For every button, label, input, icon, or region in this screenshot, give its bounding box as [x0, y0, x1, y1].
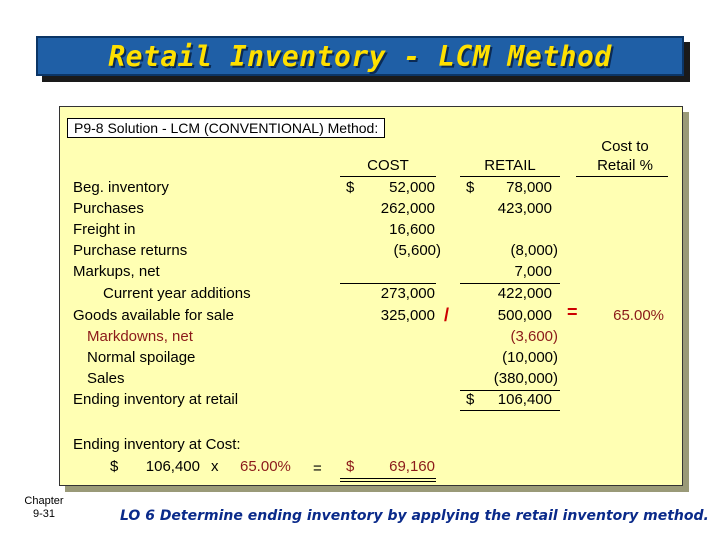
- applied-ratio: 65.00%: [240, 458, 291, 475]
- cost-dollar-sign: $: [346, 179, 355, 196]
- solution-subtitle: P9-8 Solution - LCM (CONVENTIONAL) Method:: [67, 118, 385, 138]
- row-label-markups: Markups, net: [73, 263, 160, 280]
- retail-sales: (380,000): [493, 370, 558, 387]
- retail-normal-spoilage: (10,000): [502, 349, 558, 366]
- row-label-goods-available: Goods available for sale: [73, 307, 234, 324]
- result-dollar-sign: $: [346, 458, 355, 475]
- ratio-header-underline: [576, 176, 668, 177]
- page-number: 9-31: [32, 508, 56, 520]
- ending-cost-dollar-sign: $: [110, 458, 119, 475]
- result-underline-2: [340, 481, 436, 482]
- cost-purchases: 262,000: [380, 200, 435, 217]
- ending-retail-amount: 106,400: [145, 458, 200, 475]
- row-label-purchases: Purchases: [73, 200, 144, 217]
- row-label-current-year-additions: Current year additions: [103, 285, 251, 302]
- learning-objective: LO 6 Determine ending inventory by applying the retail inventory method.: [120, 508, 709, 524]
- row-label-markdowns: Markdowns, net: [87, 328, 193, 345]
- chapter-number: [22, 495, 66, 521]
- cost-current-year-additions: 273,000: [380, 285, 435, 302]
- retail-dollar-sign: $: [466, 179, 475, 196]
- cost-header-underline: [340, 176, 436, 177]
- retail-markups: 7,000: [514, 263, 552, 280]
- retail-beg-inventory: 78,000: [506, 179, 552, 196]
- retail-header-underline: [460, 176, 560, 177]
- row-label-sales: Sales: [87, 370, 125, 387]
- row-label-beg-inventory: Beg. inventory: [73, 179, 169, 196]
- division-slash: /: [444, 305, 450, 325]
- ratio-equals-sign: =: [567, 302, 578, 322]
- row-label-normal-spoilage: Normal spoilage: [87, 349, 196, 366]
- retail-goods-available: 500,000: [497, 307, 552, 324]
- row-label-freight-in: Freight in: [73, 221, 136, 238]
- ending-inventory-at-cost: 69,160: [389, 458, 435, 475]
- title-bar: [36, 36, 684, 76]
- retail-purchase-returns: (8,000): [510, 242, 558, 259]
- retail-ending-underline: [460, 410, 560, 411]
- cost-goods-available: 325,000: [380, 307, 435, 324]
- ratio-header-line2: Retail %: [597, 157, 653, 174]
- retail-current-year-additions: 422,000: [497, 285, 552, 302]
- row-label-purchase-returns: Purchase returns: [73, 242, 188, 259]
- result-underline-1: [340, 478, 436, 479]
- result-equals-sign: =: [313, 460, 322, 477]
- cost-to-retail-ratio: 65.00%: [613, 307, 664, 324]
- chapter-label: Chapter: [24, 495, 64, 507]
- retail-ending-inventory: 106,400: [497, 391, 552, 408]
- retail-markdowns: (3,600): [510, 328, 558, 345]
- cost-beg-inventory: 52,000: [389, 179, 435, 196]
- ratio-header-line1: Cost to: [601, 138, 649, 155]
- retail-header: RETAIL: [484, 157, 536, 174]
- slide-title: Retail Inventory - LCM Method: [108, 39, 612, 73]
- retail-purchases: 423,000: [497, 200, 552, 217]
- cost-header: COST: [367, 157, 409, 174]
- row-label-ending-retail: Ending inventory at retail: [73, 391, 239, 408]
- multiply-sign: x: [211, 458, 219, 475]
- cost-freight-in: 16,600: [389, 221, 435, 238]
- retail-ending-dollar-sign: $: [466, 391, 475, 408]
- ending-cost-label: Ending inventory at Cost:: [73, 436, 241, 453]
- cost-purchase-returns: (5,600): [393, 242, 441, 259]
